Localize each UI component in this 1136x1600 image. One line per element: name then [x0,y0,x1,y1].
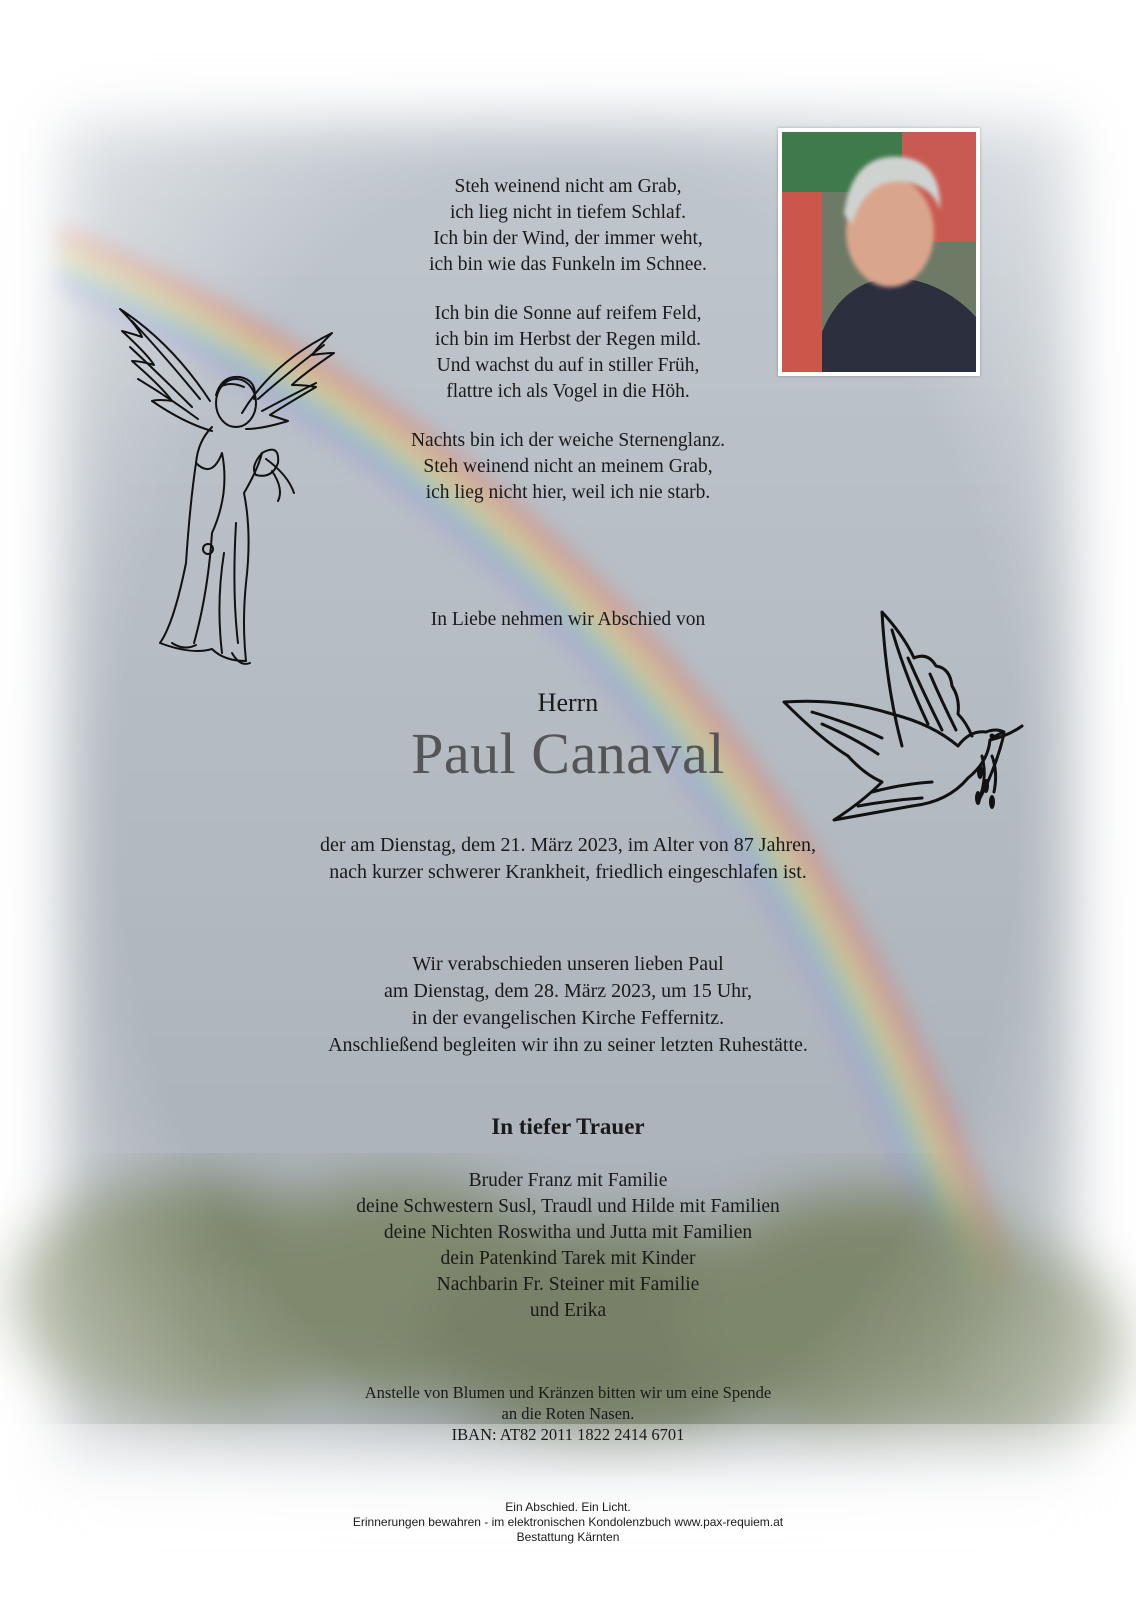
footer-company: Bestattung Kärnten [516,1530,620,1544]
death-notice [0,832,1136,886]
poem-line: Steh weinend nicht an meinem Grab, [423,456,713,477]
poem-line: ich lieg nicht in tiefem Schlaf. [449,202,687,223]
funeral-info [0,951,1136,1059]
mourner: deine Nichten Roswitha und Jutta mit Familien [383,1222,753,1243]
donation-iban: IBAN: AT82 2011 1822 2414 6701 [451,1425,685,1444]
deceased-name: Paul Canaval [411,721,725,786]
mourner: und Erika [529,1300,607,1321]
funeral-line: Wir verabschieden unseren lieben Paul [412,953,724,975]
footer-condolence-link: Erinnerungen bewahren - im elektronischen Kondolenzbuch www.pax-requiem.at [352,1515,784,1529]
poem-line: Nachts bin ich der weiche Sternenglanz. [410,430,726,451]
mourners-list [0,1168,1136,1324]
funeral-line: am Dienstag, dem 28. März 2023, um 15 Uhr, [383,980,753,1002]
poem-line: Ich bin die Sonne auf reifem Feld, [434,303,702,324]
poem-line: Ich bin der Wind, der immer weht, [433,228,703,249]
footer [0,1500,1136,1545]
mourner: Bruder Franz mit Familie [468,1170,668,1191]
salutation: Herrn [537,688,599,717]
mourner: dein Patenkind Tarek mit Kinder [440,1248,696,1269]
death-notice-line: nach kurzer schwerer Krankheit, friedlich eingeschlafen ist. [329,861,807,883]
funeral-line: Anschließend begleiten wir ihn zu seiner letzten Ruhestätte. [328,1034,808,1056]
poem-line: flattre ich als Vogel in die Höh. [446,381,690,402]
donation-note [0,1382,1136,1445]
mourner: Nachbarin Fr. Steiner mit Familie [436,1274,700,1295]
poem-line: ich bin im Herbst der Regen mild. [435,329,701,350]
funeral-line: in der evangelischen Kirche Feffernitz. [411,1007,725,1029]
poem-line: Und wachst du auf in stiller Früh, [436,355,700,376]
footer-tagline: Ein Abschied. Ein Licht. [505,1500,631,1514]
death-notice-line: der am Dienstag, dem 21. März 2023, im Alter von 87 Jahren, [320,834,816,856]
donation-line: an die Roten Nasen. [501,1404,635,1423]
mourner: deine Schwestern Susl, Traudl und Hilde mit Familien [356,1196,780,1217]
donation-line: Anstelle von Blumen und Kränzen bitten wir um eine Spende [364,1383,772,1402]
mourners-heading: In tiefer Trauer [491,1114,645,1139]
poem-line: ich bin wie das Funkeln im Schnee. [429,254,707,275]
poem-line: ich lieg nicht hier, weil ich nie starb. [425,482,711,503]
poem-line: Steh weinend nicht am Grab, [454,176,682,197]
portrait-photo [778,128,980,376]
farewell-intro: In Liebe nehmen wir Abschied von [430,609,706,630]
